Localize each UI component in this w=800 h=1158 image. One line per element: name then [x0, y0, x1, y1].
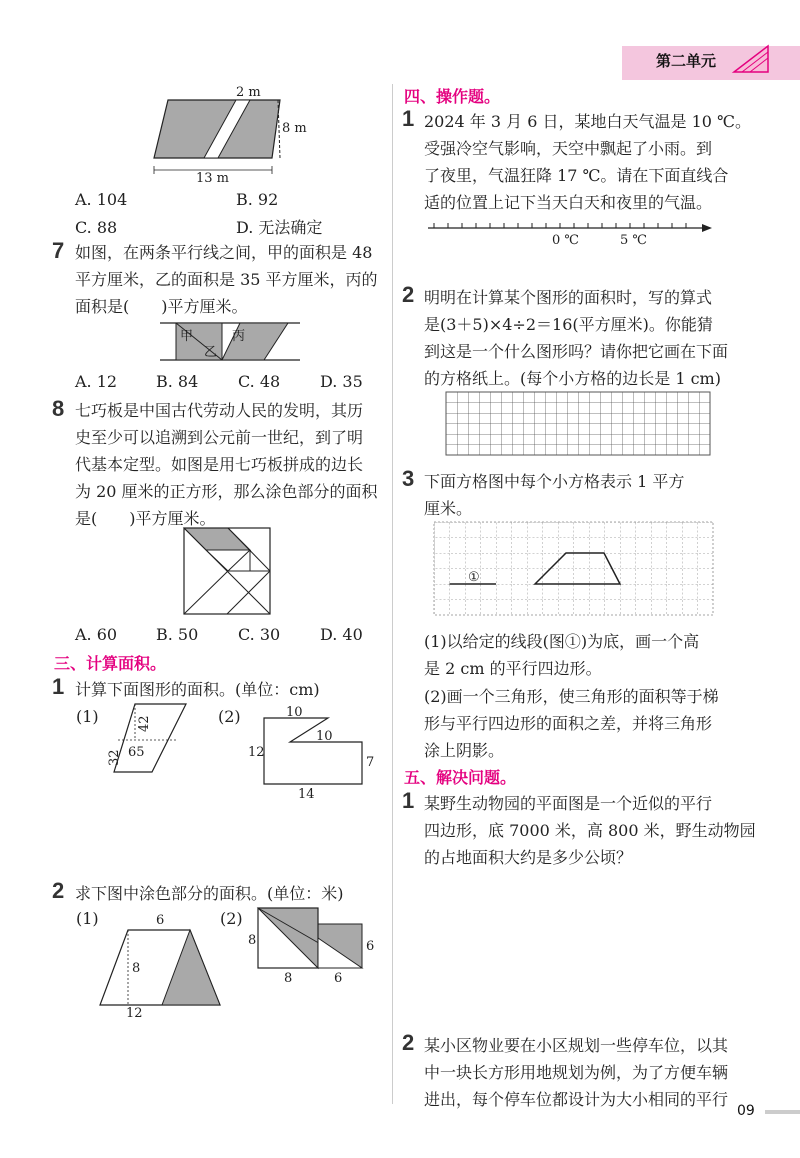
sec4-q1-number: 1 [402, 106, 415, 131]
page-number: 09 [737, 1103, 755, 1119]
q6-parallelogram-figure [140, 84, 310, 184]
sec3-q2-text: 求下图中涂色部分的面积。(单位：米) [75, 884, 344, 903]
sec4-q3-text [424, 468, 684, 522]
q7-yi-label: 乙 [204, 345, 218, 360]
q7-option-c: C. 48 [238, 372, 281, 391]
q7-text [75, 239, 378, 320]
q6-option-b: B. 92 [236, 190, 279, 209]
page-number-bar [765, 1110, 800, 1114]
sec4-q2-line: 到这是一个什么图形吗？请你把它画在下面 [424, 342, 729, 361]
sec5-q1-line: 四边形，底 7000 米，高 800 米，野生动物园 [424, 821, 756, 840]
rect-left-label: 8 [248, 933, 257, 948]
sec4-q3-sub1-line: (1)以给定的线段(图①)为底，画一个高 [424, 632, 700, 651]
sec4-q3-sub2-line: 涂上阴影。 [424, 741, 505, 760]
section-3-title: 三、计算面积。 [54, 654, 167, 673]
q8-number: 8 [52, 396, 65, 421]
sec4-q2-line: 明明在计算某个图形的面积时，写的算式 [424, 288, 713, 307]
q6-option-c: C. 88 [75, 218, 118, 237]
sec3-q2-number: 2 [52, 878, 65, 903]
sec4-q3-sub2-line: (2)画一个三角形，使三角形的面积等于梯 [424, 687, 719, 706]
fig-label-42: 42 [137, 715, 152, 732]
q6-option-a: A. 104 [75, 190, 128, 209]
rect-bottom-left-label: 8 [284, 971, 293, 986]
fig-label-mid10: 10 [316, 729, 333, 744]
q7-option-b: B. 84 [156, 372, 199, 391]
sec5-q1-number: 1 [402, 788, 415, 813]
triangle-ruler-icon [732, 42, 772, 76]
sec3-q1-part1: (1) [76, 707, 99, 726]
sec4-q1-line: 了夜里，气温狂降 17 ℃。请在下面直线合 [424, 166, 729, 185]
q7-bing-label: 丙 [232, 329, 246, 344]
sec3-q1-parallelogram-figure [100, 700, 200, 780]
sec3-q1-text: 计算下面图形的面积。(单位：cm) [75, 680, 320, 699]
sec4-q2-number: 2 [402, 282, 415, 307]
fig-label-32: 32 [107, 749, 122, 766]
sec5-q1-text [424, 790, 756, 871]
sec5-q2-number: 2 [402, 1030, 415, 1055]
sec4-q3-sub2-line: 形与平行四边形的面积之差，并将三角形 [424, 714, 713, 733]
trap-top-label: 6 [156, 913, 165, 928]
fig-label-7: 7 [366, 755, 375, 770]
sec4-q2-line: 是(3＋5)×4÷2＝16(平方厘米)。你能猜 [424, 315, 713, 334]
sec3-q1-composite-figure [246, 704, 386, 804]
q7-number: 7 [52, 238, 65, 263]
sec4-q3-sub1 [424, 628, 699, 682]
fig-label-14: 14 [298, 787, 315, 802]
section-4-title: 四、操作题。 [404, 87, 501, 106]
q7-line: 面积是( )平方厘米。 [75, 297, 248, 316]
sec4-q1-line: 适的位置上记下当天白天和夜里的气温。 [424, 193, 713, 212]
sec4-q2-line: 的方格纸上。(每个小方格的边长是 1 cm) [424, 369, 721, 388]
q6-bottom-label: 13 m [196, 171, 230, 186]
tick-0c: 0 ℃ [552, 233, 579, 248]
sec4-q3-line: 厘米。 [424, 499, 473, 518]
q8-tangram-figure [184, 528, 270, 614]
sec3-q1-number: 1 [52, 674, 65, 699]
section-5-title: 五、解决问题。 [404, 768, 517, 787]
sec5-q2-line: 中一块长方形用地规划为例，为了方便车辆 [424, 1063, 729, 1082]
sec5-q2-line: 进出，每个停车位都设计为大小相同的平行 [424, 1090, 729, 1109]
sec3-q2-rectangles-figure [246, 904, 376, 984]
q8-line: 七巧板是中国古代劳动人民的发明，其历 [75, 401, 364, 420]
unit-title: 第二单元 [656, 52, 717, 70]
tick-5c: 5 ℃ [620, 233, 647, 248]
q8-line: 为 20 厘米的正方形，那么涂色部分的面积 [75, 482, 378, 501]
sec4-q3-line: 下面方格图中每个小方格表示 1 平方 [424, 472, 685, 491]
sec3-q2-trapezoid-figure [100, 910, 230, 1020]
q7-line: 平方厘米，乙的面积是 35 平方厘米，丙的 [75, 270, 378, 289]
q7-parallel-figure [160, 318, 300, 366]
sec4-q1-line: 2024 年 3 月 6 日，某地白天气温是 10 ℃。 [424, 112, 751, 131]
sec4-q2-text [424, 284, 728, 392]
q7-jia-label: 甲 [180, 329, 194, 344]
q8-option-c: C. 30 [238, 625, 281, 644]
fig-label-65: 65 [128, 745, 145, 760]
segment-circle-label: ① [468, 570, 480, 585]
q8-line: 代基本定型。如图是用七巧板拼成的边长 [75, 455, 364, 474]
q7-option-a: A. 12 [75, 372, 118, 391]
q8-option-b: B. 50 [156, 625, 199, 644]
q6-top-label: 2 m [236, 85, 261, 100]
q6-side-label: 8 m [282, 121, 307, 136]
sec4-q3-sub1-line: 是 2 cm 的平行四边形。 [424, 659, 602, 678]
sec4-q3-number: 3 [402, 466, 415, 491]
sec4-q3-sub2 [424, 683, 719, 764]
q8-text [75, 397, 378, 532]
q6-option-d: D. 无法确定 [236, 218, 323, 237]
sec5-q1-line: 的占地面积大约是多少公顷？ [424, 848, 633, 867]
column-divider [392, 84, 393, 1104]
temperature-number-line [424, 218, 716, 248]
fig-label-12: 12 [248, 745, 265, 760]
trap-bottom-label: 12 [126, 1006, 143, 1021]
sec3-q1-part2: (2) [218, 707, 241, 726]
q8-option-a: A. 60 [75, 625, 118, 644]
sec3-q2-part2: (2) [220, 909, 243, 928]
sec5-q1-line: 某野生动物园的平面图是一个近似的平行 [424, 794, 713, 813]
sec3-q2-part1: (1) [76, 909, 99, 928]
sec5-q2-line: 某小区物业要在小区规划一些停车位，以其 [424, 1036, 729, 1055]
sec4-q1-text [424, 108, 751, 216]
q8-line: 史至少可以追溯到公元前一世纪，到了明 [75, 428, 364, 447]
q8-option-d: D. 40 [320, 625, 363, 644]
dashed-grid-figure [434, 522, 716, 622]
square-grid-paper [446, 392, 712, 456]
rect-right-label: 6 [366, 939, 375, 954]
fig-label-top10: 10 [286, 705, 303, 720]
trap-height-label: 8 [132, 961, 141, 976]
q8-line: 是( )平方厘米。 [75, 509, 216, 528]
sec4-q1-line: 受强冷空气影响，天空中飘起了小雨。到 [424, 139, 713, 158]
sec5-q2-text [424, 1032, 728, 1113]
q7-option-d: D. 35 [320, 372, 363, 391]
rect-bottom-right-label: 6 [334, 971, 343, 986]
q7-line: 如图，在两条平行线之间，甲的面积是 48 [75, 243, 373, 262]
